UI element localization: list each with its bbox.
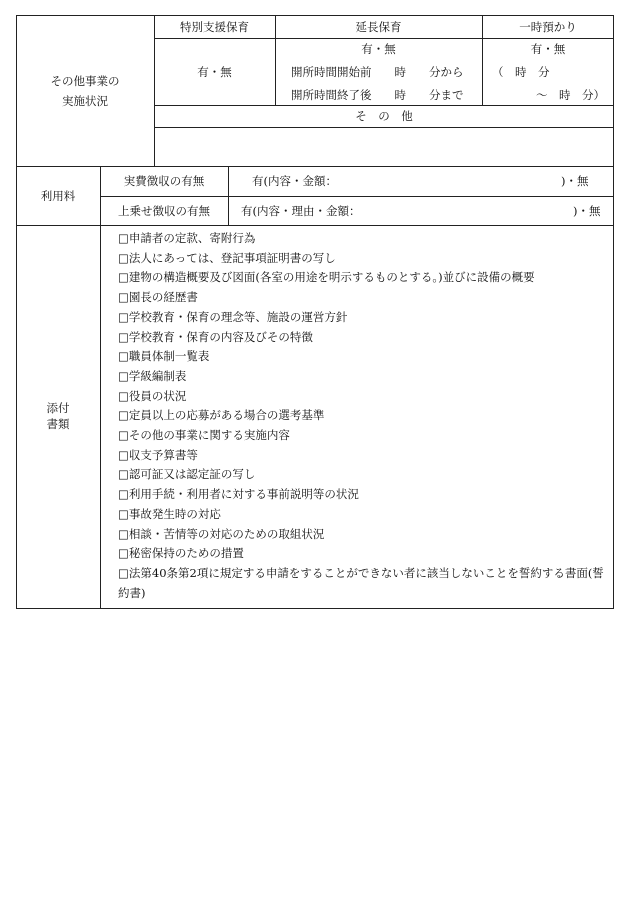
row-divider: [16, 166, 614, 167]
extended-care-header: 延長保育: [355, 20, 402, 34]
checkbox-icon[interactable]: □: [118, 231, 129, 245]
extended-care-value: 有・無: [361, 42, 396, 56]
extra-charge-label: 上乗せ徴収の有無: [118, 204, 210, 218]
checkbox-icon[interactable]: □: [118, 565, 129, 580]
attachment-item[interactable]: □法人にあっては、登記事項証明書の写し: [118, 249, 613, 269]
checkbox-icon[interactable]: □: [118, 329, 129, 344]
attachment-item[interactable]: □その他の事業に関する実施内容: [118, 426, 613, 446]
attachment-item[interactable]: □利用手続・利用者に対する事前説明等の状況: [118, 485, 613, 505]
temporary-time-start: （ 時 分: [492, 65, 550, 79]
attachment-item[interactable]: □学校教育・保育の理念等、施設の運営方針: [118, 308, 613, 328]
actual-cost-choice[interactable]: )・無: [561, 174, 589, 188]
temporary-time-end: 〜 時 分）: [536, 88, 605, 102]
row-divider: [16, 225, 614, 226]
actual-cost-label: 実費徴収の有無: [123, 174, 205, 188]
checkbox-icon[interactable]: □: [118, 467, 129, 482]
actual-cost-detail[interactable]: 有(内容・金額：: [252, 174, 337, 188]
attachment-item[interactable]: □事故発生時の対応: [118, 505, 613, 525]
extra-charge-choice[interactable]: )・無: [573, 204, 601, 218]
extended-end-time: 開所時間終了後 時 分まで: [291, 88, 464, 102]
checkbox-icon[interactable]: □: [118, 487, 129, 502]
checkbox-icon[interactable]: □: [118, 388, 129, 403]
attachment-item[interactable]: □定員以上の応募がある場合の選考基準: [118, 406, 613, 426]
checkbox-icon[interactable]: □: [118, 368, 129, 383]
row-divider: [100, 196, 614, 197]
attachments-label: 添付 書類: [46, 401, 70, 431]
attachment-item[interactable]: □職員体制一覧表: [118, 347, 613, 367]
checkbox-icon[interactable]: □: [118, 506, 129, 521]
attachment-item[interactable]: □申請者の定款、寄附行為: [118, 229, 613, 249]
temporary-care-header: 一時預かり: [519, 20, 577, 34]
checkbox-icon[interactable]: □: [118, 447, 129, 462]
row-divider: [154, 38, 614, 39]
temporary-care-value: 有・無: [530, 42, 566, 56]
row-divider: [154, 105, 614, 106]
attachment-item[interactable]: □学校教育・保育の内容及びその特徴: [118, 328, 613, 348]
checkbox-icon[interactable]: □: [118, 270, 129, 285]
checkbox-icon[interactable]: □: [118, 250, 129, 265]
attachment-item[interactable]: □収支予算書等: [118, 446, 613, 466]
attachment-item[interactable]: □建物の構造概要及び図面(各室の用途を明示するものとする。)並びに設備の概要: [118, 268, 613, 288]
attachment-item[interactable]: □認可証又は認定証の写し: [118, 465, 613, 485]
others-header: そ の 他: [355, 109, 413, 123]
attachment-item[interactable]: □園長の経歴書: [118, 288, 613, 308]
checkbox-icon[interactable]: □: [118, 290, 129, 305]
fees-label: 利用料: [40, 189, 76, 203]
special-support-value: 有・無: [197, 65, 232, 79]
others-field[interactable]: [155, 128, 613, 165]
extended-start-time: 開所時間開始前 時 分から: [291, 65, 464, 79]
attachment-item[interactable]: □秘密保持のための措置: [118, 544, 613, 564]
other-projects-label: その他事業の 実施状況: [50, 74, 120, 108]
attachment-item[interactable]: □役員の状況: [118, 387, 613, 407]
col-divider: [100, 166, 101, 609]
special-support-header: 特別支援保育: [180, 20, 249, 34]
extra-charge-detail[interactable]: 有(内容・理由・金額：: [241, 204, 361, 218]
checkbox-icon[interactable]: □: [118, 526, 129, 541]
checkbox-icon[interactable]: □: [118, 408, 129, 423]
attachment-item[interactable]: □法第40条第2項に規定する申請をすることができない者に該当しないことを誓約する書面(誓約書): [118, 565, 604, 600]
checkbox-icon[interactable]: □: [118, 349, 129, 364]
attachment-item[interactable]: □相談・苦情等の対応のための取組状況: [118, 525, 613, 545]
checkbox-icon[interactable]: □: [118, 309, 129, 324]
checkbox-icon[interactable]: □: [118, 428, 129, 443]
attachments-list: [118, 229, 613, 603]
attachment-item[interactable]: □学級編制表: [118, 367, 613, 387]
checkbox-icon[interactable]: □: [118, 546, 129, 561]
